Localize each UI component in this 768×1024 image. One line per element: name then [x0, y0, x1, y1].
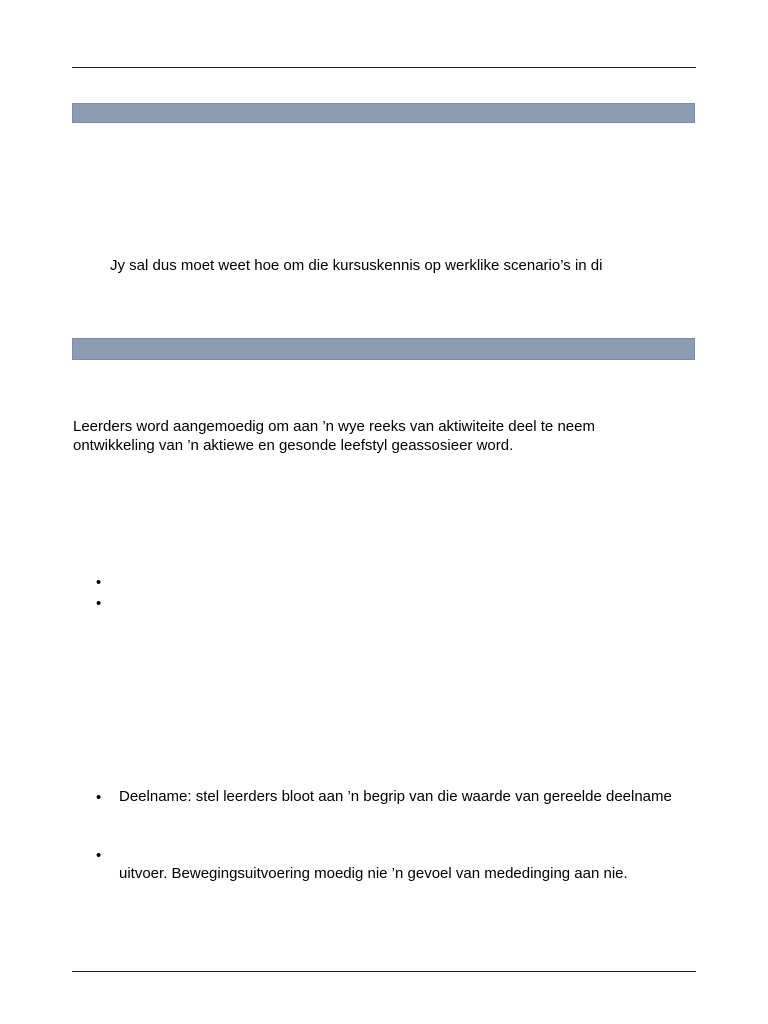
- paragraph-line-2: ontwikkeling van ’n aktiewe en gesonde leefstyl geassosieer word.: [73, 437, 514, 454]
- list-item-participation: Deelname: stel leerders bloot aan ’n begrip van die waarde van gereelde deelname: [119, 788, 672, 805]
- list-bullet: •: [96, 847, 102, 864]
- list-bullet: •: [96, 574, 102, 591]
- top-rule: [72, 67, 696, 68]
- intro-text: Jy sal dus moet weet hoe om die kursuskennis op werklike scenario’s in di: [110, 257, 603, 274]
- list-bullet: •: [96, 789, 102, 806]
- list-bullet: •: [96, 595, 102, 612]
- paragraph-line-1: Leerders word aangemoedig om aan ’n wye reeks van aktiwiteite deel te neem: [73, 418, 595, 435]
- bottom-rule: [72, 971, 696, 972]
- section-header-band-1: [72, 103, 695, 123]
- section-header-band-2: [72, 338, 695, 360]
- list-item-continuation: uitvoer. Bewegingsuitvoering moedig nie ’n gevoel van mededinging aan nie.: [119, 865, 628, 882]
